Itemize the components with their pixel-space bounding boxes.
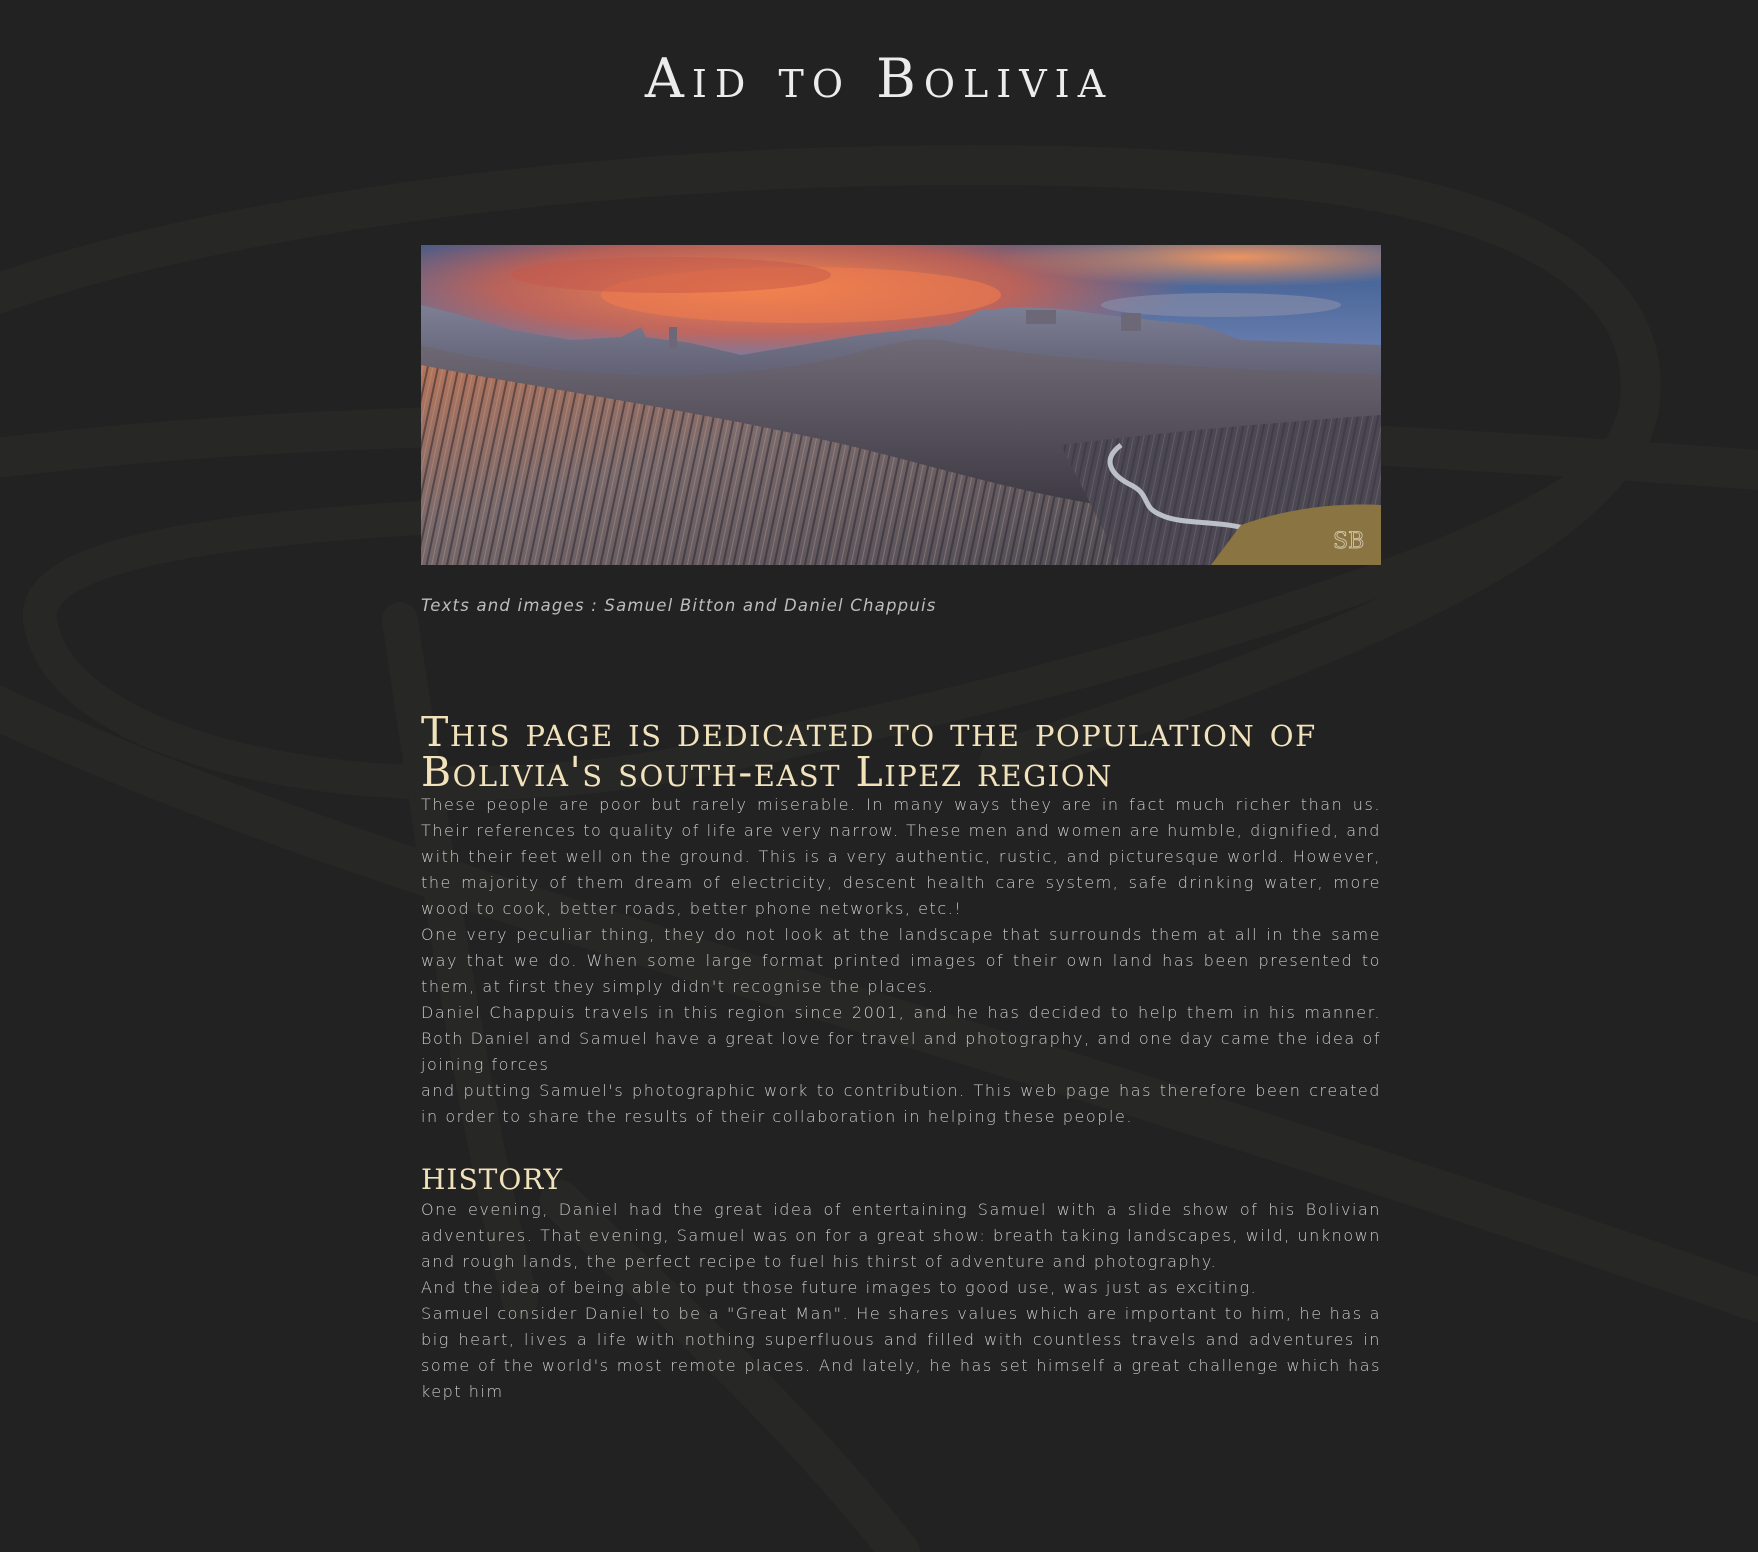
dedication-heading: This page is dedicated to the population of Bolivia's south-east Lipez region: [421, 708, 1317, 796]
intro-paragraph: These people are poor but rarely miserable. In many ways they are in fact much richer than us. Their references to quality of life are very narrow. These men and women are humble, dignified, and with their feet well on the ground. This is a very authentic, rustic, and picturesque world. However, the majority of them dream of electricity, descent health care system, safe drinking water, more wood to cook, better roads, better phone networks, etc.!: [421, 795, 1381, 918]
hero-landscape-image: [421, 245, 1381, 565]
site-title: Aid to Bolivia: [644, 47, 1114, 110]
content-column: [421, 245, 1381, 1405]
collaboration-paragraph-2: and putting Samuel's photographic work to contribution. This web page has therefore been created in order to share the results of their collaboration in helping these people.: [421, 1081, 1381, 1126]
photographer-monogram: SB: [1333, 529, 1365, 554]
history-paragraph-1: One evening, Daniel had the great idea of entertaining Samuel with a slide show of his Bolivian adventures. That evening, Samuel was on for a great show: breath taking landscapes, wild, unknown and rough lands, the perfect recipe to fuel his thirst of adventure and photography.: [421, 1200, 1381, 1271]
history-heading: HISTORY: [421, 1163, 563, 1196]
landscape-paragraph: One very peculiar thing, they do not look at the landscape that surrounds them at all in the same way that we do. When some large format printed images of their own land has been presented to them, at first they simply didn't recognise the places.: [421, 925, 1381, 996]
history-paragraph-2: And the idea of being able to put those future images to good use, was just as exciting.: [421, 1278, 1258, 1297]
history-paragraph-3: Samuel consider Daniel to be a "Great Man". He shares values which are important to him, he has a big heart, lives a life with nothing superfluous and filled with countless travels and adventures in some of the world's most remote places. And lately, he has set himself a great challenge which has kept him: [421, 1304, 1381, 1401]
credits-caption: Texts and images : Samuel Bitton and Daniel Chappuis: [421, 596, 937, 615]
collaboration-paragraph-1: Daniel Chappuis travels in this region since 2001, and he has decided to help them in his manner. Both Daniel and Samuel have a great love for travel and photography, and one day came the idea of joining forces: [421, 1003, 1381, 1074]
